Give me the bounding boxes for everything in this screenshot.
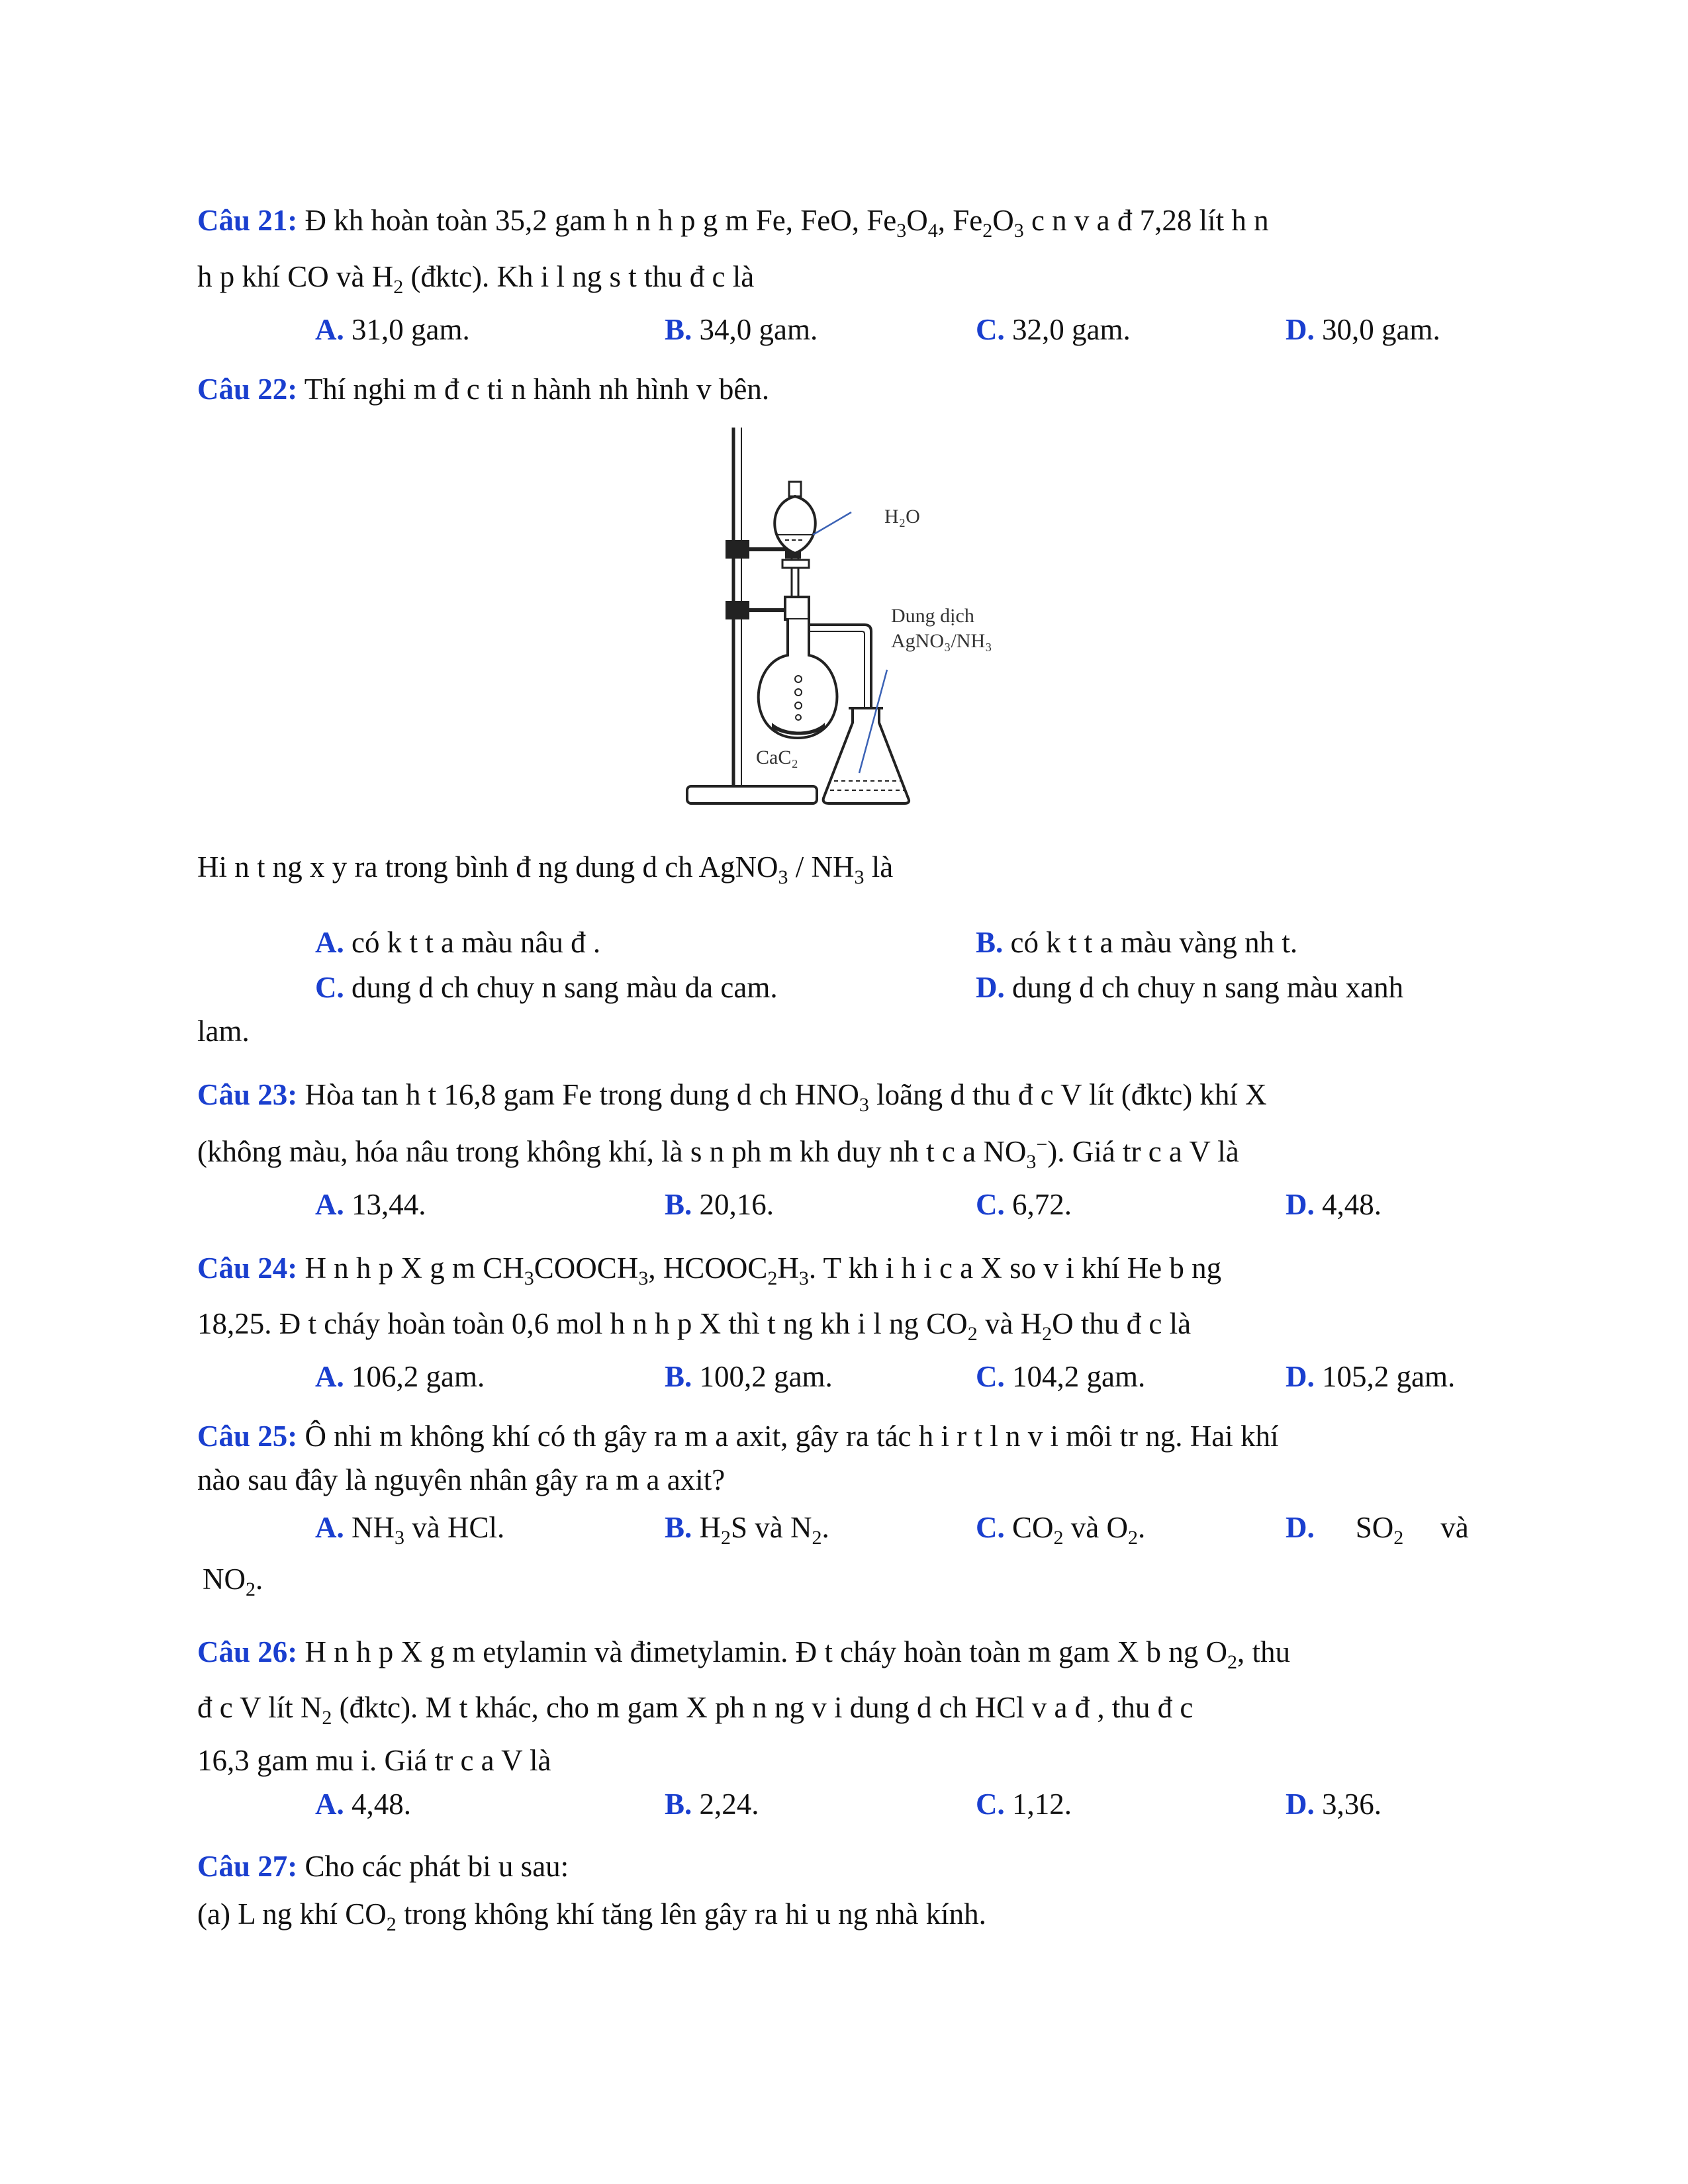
q24-line-2: 18,25. Đ t cháy hoàn toàn 0,6 mol h n h p X thì t ng kh i l ng $CO_2$ và $H_2O$ thu đ c là <box>197 1307 1192 1345</box>
q24-option-a[interactable]: A. 106,2 gam. <box>315 1360 485 1393</box>
stand-base <box>687 786 817 803</box>
q27-label: Câu 27: <box>197 1850 298 1883</box>
q22-option-a[interactable]: A. có k t t a màu nâu đ . <box>315 926 601 959</box>
q25-label: Câu 25: <box>197 1420 298 1453</box>
label-solution-line-2: AgNO₃/NH₃ <box>891 630 992 652</box>
q21-line-1: Câu 21: Đ kh hoàn toàn 35,2 gam h n h p g m Fe, FeO, $Fe_3O_4$, $Fe_2O_3$ c n v a đ 7,28 lít h n <box>197 204 1269 242</box>
label-calcium-carbide: CaC₂ <box>756 747 798 768</box>
q26-line-3: 16,3 gam mu i. Giá tr c a V là <box>197 1744 551 1777</box>
q22-option-b[interactable]: B. có k t t a màu vàng nh t. <box>976 926 1298 959</box>
q21-option-d[interactable]: D. 30,0 gam. <box>1286 313 1440 346</box>
lab-apparatus-figure <box>669 424 1039 821</box>
q26-option-c[interactable]: C. 1,12. <box>976 1788 1072 1821</box>
round-bottom-flask <box>759 619 837 738</box>
q22-option-d[interactable]: D. dung d ch chuy n sang màu xanh <box>976 971 1404 1004</box>
q23-option-c[interactable]: C. 6,72. <box>976 1188 1072 1221</box>
q24-option-c[interactable]: C. 104,2 gam. <box>976 1360 1146 1393</box>
q25-option-b[interactable]: B. $H_2S$ và $N_2$. <box>665 1511 829 1549</box>
dropping-funnel <box>774 482 816 602</box>
q25-line-1: Câu 25: Ô nhi m không khí có th gây ra m a axit, gây ra tác h i r t l n v i môi tr ng. Hai khí <box>197 1420 1279 1453</box>
flask-stopper <box>785 597 809 619</box>
q23-label: Câu 23: <box>197 1078 298 1111</box>
q21-option-c[interactable]: C. 32,0 gam. <box>976 313 1131 346</box>
q22-option-d-wrap: lam. <box>197 1015 250 1048</box>
q25-option-d-wrap: $NO_2$. <box>203 1563 263 1600</box>
q21-option-a[interactable]: A. 31,0 gam. <box>315 313 470 346</box>
q21-line-2: h p khí CO và $H_2$ (đktc). Kh i l ng s t thu đ c là <box>197 260 755 298</box>
q25-option-a[interactable]: A. $NH_3$ và HCl. <box>315 1511 505 1549</box>
q23-option-a[interactable]: A. 13,44. <box>315 1188 426 1221</box>
q22-option-c[interactable]: C. dung d ch chuy n sang màu da cam. <box>315 971 778 1004</box>
q25-option-d[interactable]: D. $SO_2$ và <box>1286 1511 1469 1549</box>
q21-label: Câu 21: <box>197 204 298 237</box>
q23-line-1: Câu 23: Hòa tan h t 16,8 gam Fe trong dung d ch $HNO_3$ loãng d thu đ c V lít (đktc) khí X <box>197 1078 1267 1116</box>
q27-statement-a: (a) L ng khí $CO_2$ trong không khí tăng lên gây ra hi u ng nhà kính. <box>197 1897 986 1935</box>
q22-label: Câu 22: <box>197 373 298 406</box>
q23-line-2: (không màu, hóa nâu trong không khí, là s n ph m kh duy nh t c a $NO_3^-$). Giá tr c a V là <box>197 1134 1239 1173</box>
q21-option-b[interactable]: B. 34,0 gam. <box>665 313 818 346</box>
q23-option-d[interactable]: D. 4,48. <box>1286 1188 1382 1221</box>
q22-question: Hi n t ng x y ra trong bình đ ng dung d ch AgNO$_3$ / $NH_3$ là <box>197 850 894 888</box>
q25-line-2: nào sau đây là nguyên nhân gây ra m a axit? <box>197 1463 726 1496</box>
q26-label: Câu 26: <box>197 1635 298 1668</box>
erlenmeyer-flask <box>823 708 909 803</box>
q24-label: Câu 24: <box>197 1251 298 1285</box>
q27-stem: Câu 27: Cho các phát bi u sau: <box>197 1850 569 1883</box>
q26-option-d[interactable]: D. 3,36. <box>1286 1788 1382 1821</box>
q24-option-d[interactable]: D. 105,2 gam. <box>1286 1360 1456 1393</box>
label-solution-line-1: Dung dịch <box>891 605 974 627</box>
q25-option-c[interactable]: C. $CO_2$ và $O_2$. <box>976 1511 1146 1549</box>
label-water: H₂O <box>884 506 920 527</box>
q26-option-b[interactable]: B. 2,24. <box>665 1788 759 1821</box>
q23-option-b[interactable]: B. 20,16. <box>665 1188 774 1221</box>
q24-option-b[interactable]: B. 100,2 gam. <box>665 1360 833 1393</box>
q22-stem: Câu 22: Thí nghi m đ c ti n hành nh hình v bên. <box>197 373 770 406</box>
q26-option-a[interactable]: A. 4,48. <box>315 1788 411 1821</box>
q24-line-1: Câu 24: H n h p X g m $CH_3COOCH_3$, $HCOOC_2H_3$. T kh i h i c a X so v i khí He b ng <box>197 1251 1222 1289</box>
q26-line-2: đ c V lít $N_2$ (đktc). M t khác, cho m gam X ph n ng v i dung d ch HCl v a đ , thu đ c <box>197 1691 1194 1729</box>
q26-line-1: Câu 26: H n h p X g m etylamin và đimetylamin. Đ t cháy hoàn toàn m gam X b ng $O_2$, thu <box>197 1635 1291 1673</box>
